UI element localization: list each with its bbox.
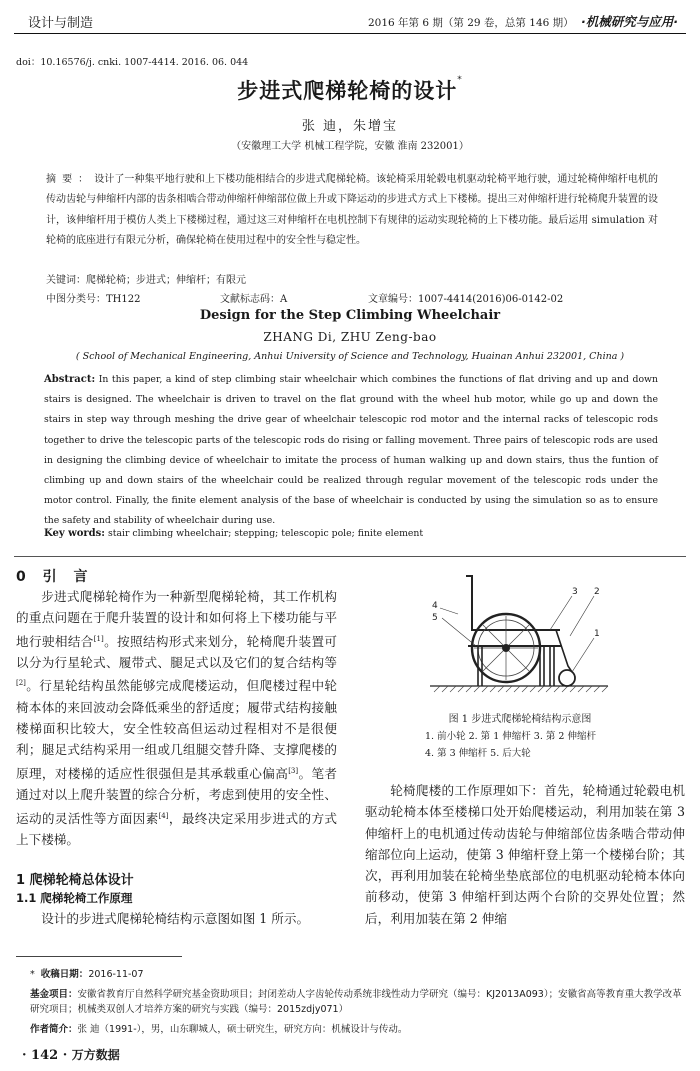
label-3: 3: [572, 587, 578, 597]
clc-number: 中图分类号：TH122: [46, 294, 141, 305]
footnote-rule: [16, 956, 182, 957]
keywords-en: [44, 528, 423, 539]
received-label: 收稿日期：: [40, 969, 89, 980]
fund-text: 安徽省教育厅自然科学研究基金资助项目；封闭差动人字齿轮传动系统非线性动力学研究（编号：KJ2013A093）；安徽省高等教育重大教学改革研究项目；机械类双创人才培养方案的研究与实践（编号：2015zdjy071）: [30, 989, 682, 1015]
page-number: [22, 1046, 120, 1063]
intro-text-a: 步进式爬梯轮椅作为一种新型爬梯轮椅，其工作机构的重点问题在于爬升装置的设计和如何将上下楼功能与平地行驶相结合: [16, 589, 337, 649]
running-header-section: 设计与制造: [28, 16, 94, 31]
abstract-cn-text: 设计了一种集平地行驶和上下楼功能相结合的步进式爬梯轮椅。该轮椅采用轮毂电机驱动轮椅平地行驶，通过轮椅伸缩杆电机的传动齿轮与伸缩杆内部的齿条相啮合带动伸缩杆伸缩部位做上升或下降运动的步进式方式上下楼梯。提出三对伸缩杆进行轮椅爬升装置的设计，该伸缩杆用于模仿人类上下楼梯过程，通过这三对伸缩杆在电机控制下有规律的运动实现轮椅的上下楼功能。最后运用 simulation 对轮椅的底座进行有限元分析，确保轮椅在使用过程中的安全性与稳定性。: [46, 174, 659, 246]
front-small-wheel: [559, 670, 575, 686]
running-header-issue: [368, 12, 678, 30]
classification-line: [46, 290, 658, 304]
title-text: 步进式爬梯轮椅的设计: [237, 79, 458, 103]
figure-legend-line-1: 1. 前小轮 2. 第 1 伸缩杆 3. 第 2 伸缩杆: [425, 731, 596, 742]
working-principle-text: 轮椅爬楼的工作原理如下：首先，轮椅通过轮毂电机驱动轮椅本体至楼梯口处开始爬楼运动，利用加装在第 3 伸缩杆上的电机通过传动齿轮与伸缩部位齿条啮合带动伸缩部位向上运动，使第 3 伸缩杆登上第一个楼梯台阶；其次，再利用加装在轮椅坐垫底部位的电机驱动轮椅本体向前移动，使第 3 伸缩杆到达两个台阶的交界处位置；然后，利用加装在第 2 伸缩: [365, 783, 685, 926]
figure-legend: [425, 728, 596, 762]
leader-lines: [440, 596, 594, 672]
abstract-cn-label: 摘要：: [46, 174, 95, 185]
footnote-fund: [30, 988, 690, 1017]
doc-code: 文献标志码：A: [220, 294, 288, 305]
figure-legend-line-2: 4. 第 3 伸缩杆 5. 后大轮: [425, 748, 531, 759]
fund-label: 基金项目：: [30, 989, 78, 1000]
wheelchair-diagram: [422, 568, 612, 704]
abstract-cn: [46, 170, 658, 251]
citation-4: [4]: [158, 811, 169, 820]
footnote-author: [30, 1023, 690, 1038]
rear-wheel-hub: [502, 644, 510, 652]
journal-name: ·机械研究与应用·: [581, 14, 678, 29]
section-1-1-heading: 1.1 爬梯轮椅工作原理: [16, 891, 133, 905]
section-0-body: [16, 586, 337, 850]
received-date: 2016-11-07: [88, 969, 144, 980]
doi: doi：10.16576/j. cnki. 1007-4414. 2016. 06. 044: [16, 57, 249, 68]
affiliation-en: ( School of Mechanical Engineering, Anhui University of Science and Technology, Huainan Anhui 232001, China ): [75, 351, 625, 362]
figure-caption: 图 1 步进式爬梯轮椅结构示意图: [448, 714, 592, 725]
citation-1: [1]: [93, 634, 104, 643]
abstract-en-text: In this paper, a kind of step climbing stair wheelchair which combines the functions of flat driving and up and down stairs is designed. The wheelchair is driven to travel on the flat ground with the wheel hub motor, while go up and down the stairs in step way through meshing the drive gear of wheelchair telescopic rod motor and the internal racks of telescopic rods together to drive the telescopic parts of the telescopic rods do rising or falling movement. Three pairs of telescopic rods are used in designing the climbing device of wheelchair to imitate the process of human walking up and down stairs, thus the funtion of climbing up and down stairs of the wheelchair could be realized through regular movement of the telescopic rods under the motor control. Finally, the finite element analysis of the base of wheelchair is conducted by using the simulation so as to ensure the safety and stability of wheelchair during use.: [44, 374, 658, 527]
intro-text-b: 。按照结构形式来划分，轮椅爬升装置可以分为行星轮式、履带式、腿足式以及它们的复合结构等: [16, 633, 338, 671]
leg-rest: [556, 630, 572, 672]
section-1-1-text: 设计的步进式爬梯轮椅结构示意图如图 1 所示。: [41, 911, 310, 926]
paper-title: [0, 75, 700, 105]
issue-info: 2016 年第 6 期（第 29 卷，总第 146 期）: [367, 17, 574, 29]
section-1-heading: 1 爬梯轮椅总体设计: [16, 873, 134, 888]
intro-text-d: 。笔者通过对以上爬升装置的综合分析，考虑到使用的安全性、运动的灵活性等方面因素: [16, 765, 338, 826]
abstract-en: [44, 370, 658, 532]
intro-paragraph: [16, 586, 337, 850]
label-1: 1: [594, 629, 600, 639]
author-bio-text: 张 迪（1991-），男，山东聊城人，硕士研究生，研究方向：机械设计与传动。: [77, 1024, 408, 1035]
keywords-en-text: stair climbing wheelchair; stepping; telescopic pole; finite element: [107, 528, 424, 539]
title-en: Design for the Step Climbing Wheelchair: [199, 308, 501, 323]
authors-en: ZHANG Di, ZHU Zeng-bao: [263, 330, 437, 344]
label-5: 5: [432, 613, 438, 623]
keywords-cn: 关键词：爬梯轮椅；步进式；伸缩杆；有限元: [46, 275, 246, 286]
citation-2: [2]: [16, 679, 26, 688]
ground-hatching: [434, 686, 608, 692]
author-bio-label: 作者简介：: [30, 1024, 78, 1035]
title-footnote-mark: *: [457, 75, 463, 85]
backrest-frame: [466, 576, 560, 630]
header-rule: [14, 33, 686, 34]
footnote-received: [30, 968, 690, 983]
section-0-heading: 0 引 言: [16, 569, 94, 585]
wanfang-brand: 万方数据: [71, 1048, 120, 1062]
label-2: 2: [594, 587, 600, 597]
citation-3: [3]: [288, 766, 299, 775]
footnote-marker: *: [30, 969, 35, 980]
label-4: 4: [432, 601, 438, 611]
intro-text-e: ，最终决定采用步进式的方式上下楼梯。: [16, 810, 338, 848]
page-number-text: · 142 ·: [22, 1048, 68, 1063]
abstract-en-label: Abstract:: [44, 374, 96, 385]
authors: 张 迪，朱增宝: [301, 119, 399, 134]
abstract-separator: [14, 556, 686, 557]
keywords-en-label: Key words:: [44, 528, 105, 539]
affiliation: （安徽理工大学 机械工程学院，安徽 淮南 232001）: [231, 141, 469, 152]
article-number: 文章编号：1007-4414(2016)06-0142-02: [368, 294, 564, 305]
intro-text-c: 。行星轮结构虽然能够完成爬楼运动，但爬楼过程中轮椅本体的来回波动会降低乘坐的舒适度；履带式结构接触楼梯面积比较大，安全性较高但运动过程相对不是很便利；腿足式结构采用一组或几组腿交替升降、支撑爬楼的原理，对楼梯的适应性很强但是其承载重心偏高: [16, 678, 337, 781]
